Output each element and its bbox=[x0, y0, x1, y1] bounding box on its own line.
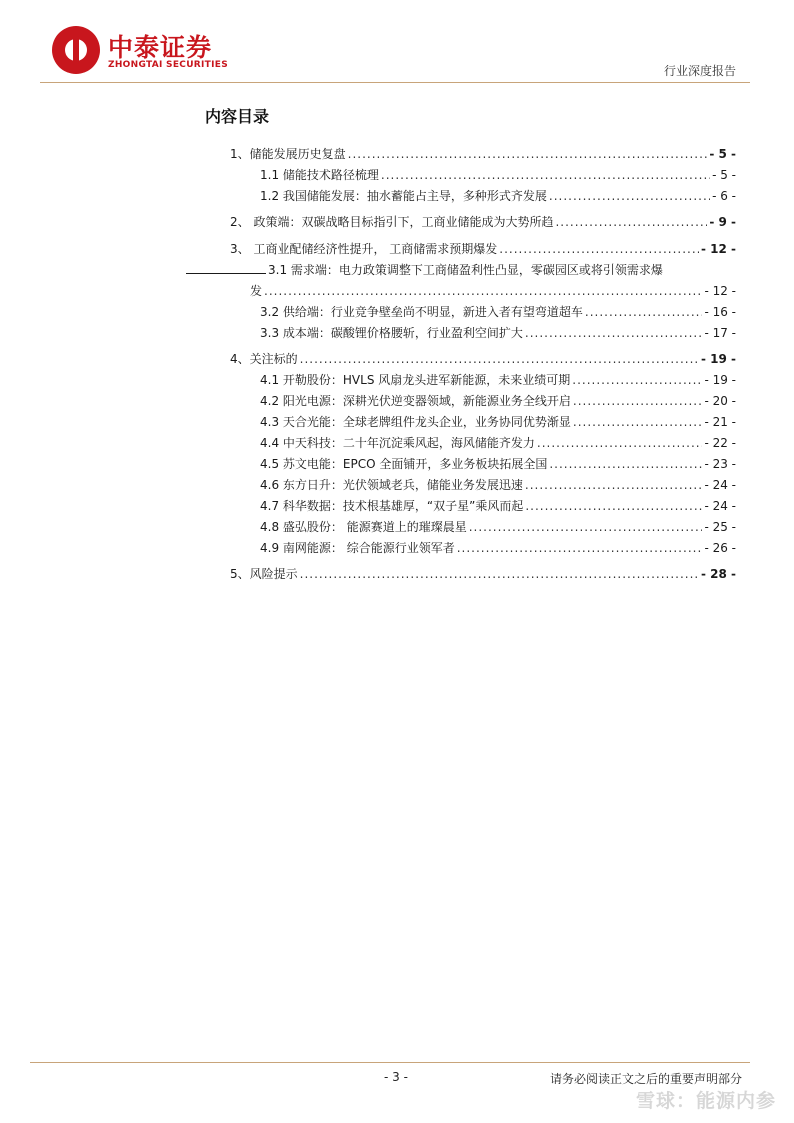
toc-leader-dots bbox=[264, 284, 702, 298]
toc-entry[interactable] bbox=[230, 145, 736, 162]
toc-entry-label: 1.2 我国储能发展：抽水蓄能占主导，多种形式齐发展 bbox=[260, 189, 547, 203]
underline-mark bbox=[186, 273, 266, 274]
toc-leader-dots bbox=[573, 415, 703, 429]
toc-leader-dots bbox=[572, 373, 702, 387]
toc-entry-page: - 5 - bbox=[712, 168, 736, 182]
toc-entry[interactable] bbox=[260, 303, 736, 320]
toc-entry[interactable] bbox=[260, 518, 736, 535]
toc-entry-label: 3.3 成本端：碳酸锂价格腰斩，行业盈利空间扩大 bbox=[260, 326, 523, 340]
toc-leader-dots bbox=[549, 189, 710, 203]
toc-entry-label: 4.9 南网能源： 综合能源行业领军者 bbox=[260, 541, 455, 555]
toc-entry-page: - 25 - bbox=[704, 520, 736, 534]
toc-entry-label: 4.1 开勒股份：HVLS 风扇龙头进军新能源，未来业绩可期 bbox=[260, 373, 571, 387]
toc-leader-dots bbox=[525, 478, 703, 492]
toc-title: 内容目录 bbox=[205, 107, 270, 126]
toc-entry-label: 2、 政策端：双碳战略目标指引下，工商业储能成为大势所趋 bbox=[230, 215, 554, 229]
toc-entry-page: - 19 - bbox=[700, 352, 736, 366]
toc-leader-dots bbox=[549, 457, 702, 471]
toc-entry-label: 4.3 天合光能：全球老牌组件龙头企业，业务协同优势渐显 bbox=[260, 415, 571, 429]
toc-entry[interactable] bbox=[260, 497, 736, 514]
toc-leader-dots bbox=[348, 147, 708, 161]
toc-entry-label: 4、关注标的 bbox=[230, 352, 298, 366]
toc-leader-dots bbox=[573, 394, 703, 408]
toc-entry[interactable] bbox=[260, 476, 736, 493]
toc-entry-label-continued: 发 bbox=[250, 284, 263, 298]
toc-entry-label: 1.1 储能技术路径梳理 bbox=[260, 168, 379, 182]
toc-entry-page: - 9 - bbox=[709, 215, 736, 229]
toc-entry-label: 3.2 供给端：行业竞争壁垒尚不明显，新进入者有望弯道超车 bbox=[260, 305, 583, 319]
toc-entry-label: 4.8 盛弘股份： 能源赛道上的璀璨晨星 bbox=[260, 520, 467, 534]
toc-entry-label: 4.2 阳光电源：深耕光伏逆变器领域，新能源业务全线开启 bbox=[260, 394, 571, 408]
toc-leader-dots bbox=[499, 242, 699, 256]
toc-entry[interactable] bbox=[260, 371, 736, 388]
toc-entry[interactable] bbox=[230, 350, 736, 367]
toc-entry-label: 5、风险提示 bbox=[230, 567, 298, 581]
toc-entry-label: 4.7 科华数据：技术根基雄厚，“双子星”乘风而起 bbox=[260, 499, 524, 513]
toc-entry-page: - 5 - bbox=[709, 147, 736, 161]
toc-entry-label: 4.4 中天科技：二十年沉淀乘风起，海风储能齐发力 bbox=[260, 436, 535, 450]
toc-entry-page: - 21 - bbox=[704, 415, 736, 429]
toc-leader-dots bbox=[555, 215, 707, 229]
toc-leader-dots bbox=[525, 326, 703, 340]
toc-entry[interactable] bbox=[230, 565, 736, 582]
toc-leader-dots bbox=[469, 520, 703, 534]
toc-leader-dots bbox=[525, 499, 702, 513]
toc-entry[interactable] bbox=[260, 392, 736, 409]
toc-entry-page: - 20 - bbox=[704, 394, 736, 408]
toc-entry[interactable] bbox=[260, 413, 736, 430]
toc-entry-page: - 22 - bbox=[704, 436, 736, 450]
toc-entry-page: - 12 - bbox=[700, 242, 736, 256]
company-logo bbox=[52, 26, 252, 78]
toc-entry[interactable] bbox=[230, 240, 736, 257]
toc-entry-label: 4.5 苏文电能：EPCO 全面铺开，多业务板块拓展全国 bbox=[260, 457, 548, 471]
toc-entry-page: - 6 - bbox=[712, 189, 736, 203]
toc-leader-dots bbox=[457, 541, 703, 555]
toc-leader-dots bbox=[585, 305, 703, 319]
toc-entry-label[interactable]: 3.1 需求端：电力政策调整下工商储盈利性凸显，零碳园区或将引领需求爆 bbox=[268, 263, 663, 277]
toc-entry[interactable] bbox=[260, 324, 736, 341]
toc-entry-page: - 19 - bbox=[704, 373, 736, 387]
toc-entry-page: - 17 - bbox=[704, 326, 736, 340]
toc-entry-page: - 12 - bbox=[704, 284, 736, 298]
toc-entry-page: - 24 - bbox=[704, 478, 736, 492]
logo-chinese-name: 中泰证券 bbox=[108, 33, 213, 62]
toc-entry[interactable] bbox=[260, 539, 736, 556]
toc-leader-dots bbox=[300, 352, 699, 366]
toc-entry[interactable] bbox=[260, 434, 736, 451]
disclaimer-note: 请务必阅读正文之后的重要声明部分 bbox=[549, 1072, 742, 1086]
toc-entry[interactable] bbox=[260, 187, 736, 204]
toc-entry-page: - 24 - bbox=[704, 499, 736, 513]
logo-english-name: ZHONGTAI SECURITIES bbox=[108, 60, 228, 70]
toc-entry-page: - 26 - bbox=[704, 541, 736, 555]
header-divider bbox=[40, 82, 750, 83]
toc-entry[interactable] bbox=[260, 455, 736, 472]
toc-leader-dots bbox=[300, 567, 699, 581]
toc-entry[interactable] bbox=[230, 213, 736, 230]
toc-entry-page: - 28 - bbox=[700, 567, 736, 581]
logo-emblem-icon bbox=[52, 26, 100, 74]
toc-entry-page: - 23 - bbox=[704, 457, 736, 471]
toc-entry-label: 1、储能发展历史复盘 bbox=[230, 147, 346, 161]
toc-entry-label: 4.6 东方日升：光伏领域老兵，储能业务发展迅速 bbox=[260, 478, 523, 492]
watermark: 雪球：能源内参 bbox=[635, 1090, 776, 1112]
report-type: 行业深度报告 bbox=[663, 64, 736, 78]
page-number: - 3 - bbox=[384, 1070, 408, 1084]
toc-entry-page: - 16 - bbox=[704, 305, 736, 319]
toc-entry-label: 3、 工商业配储经济性提升， 工商储需求预期爆发 bbox=[230, 242, 498, 256]
toc-leader-dots bbox=[537, 436, 703, 450]
footer-divider bbox=[30, 1062, 750, 1063]
toc-entry[interactable] bbox=[260, 166, 736, 183]
toc-leader-dots bbox=[381, 168, 710, 182]
toc-entry[interactable] bbox=[250, 282, 736, 299]
